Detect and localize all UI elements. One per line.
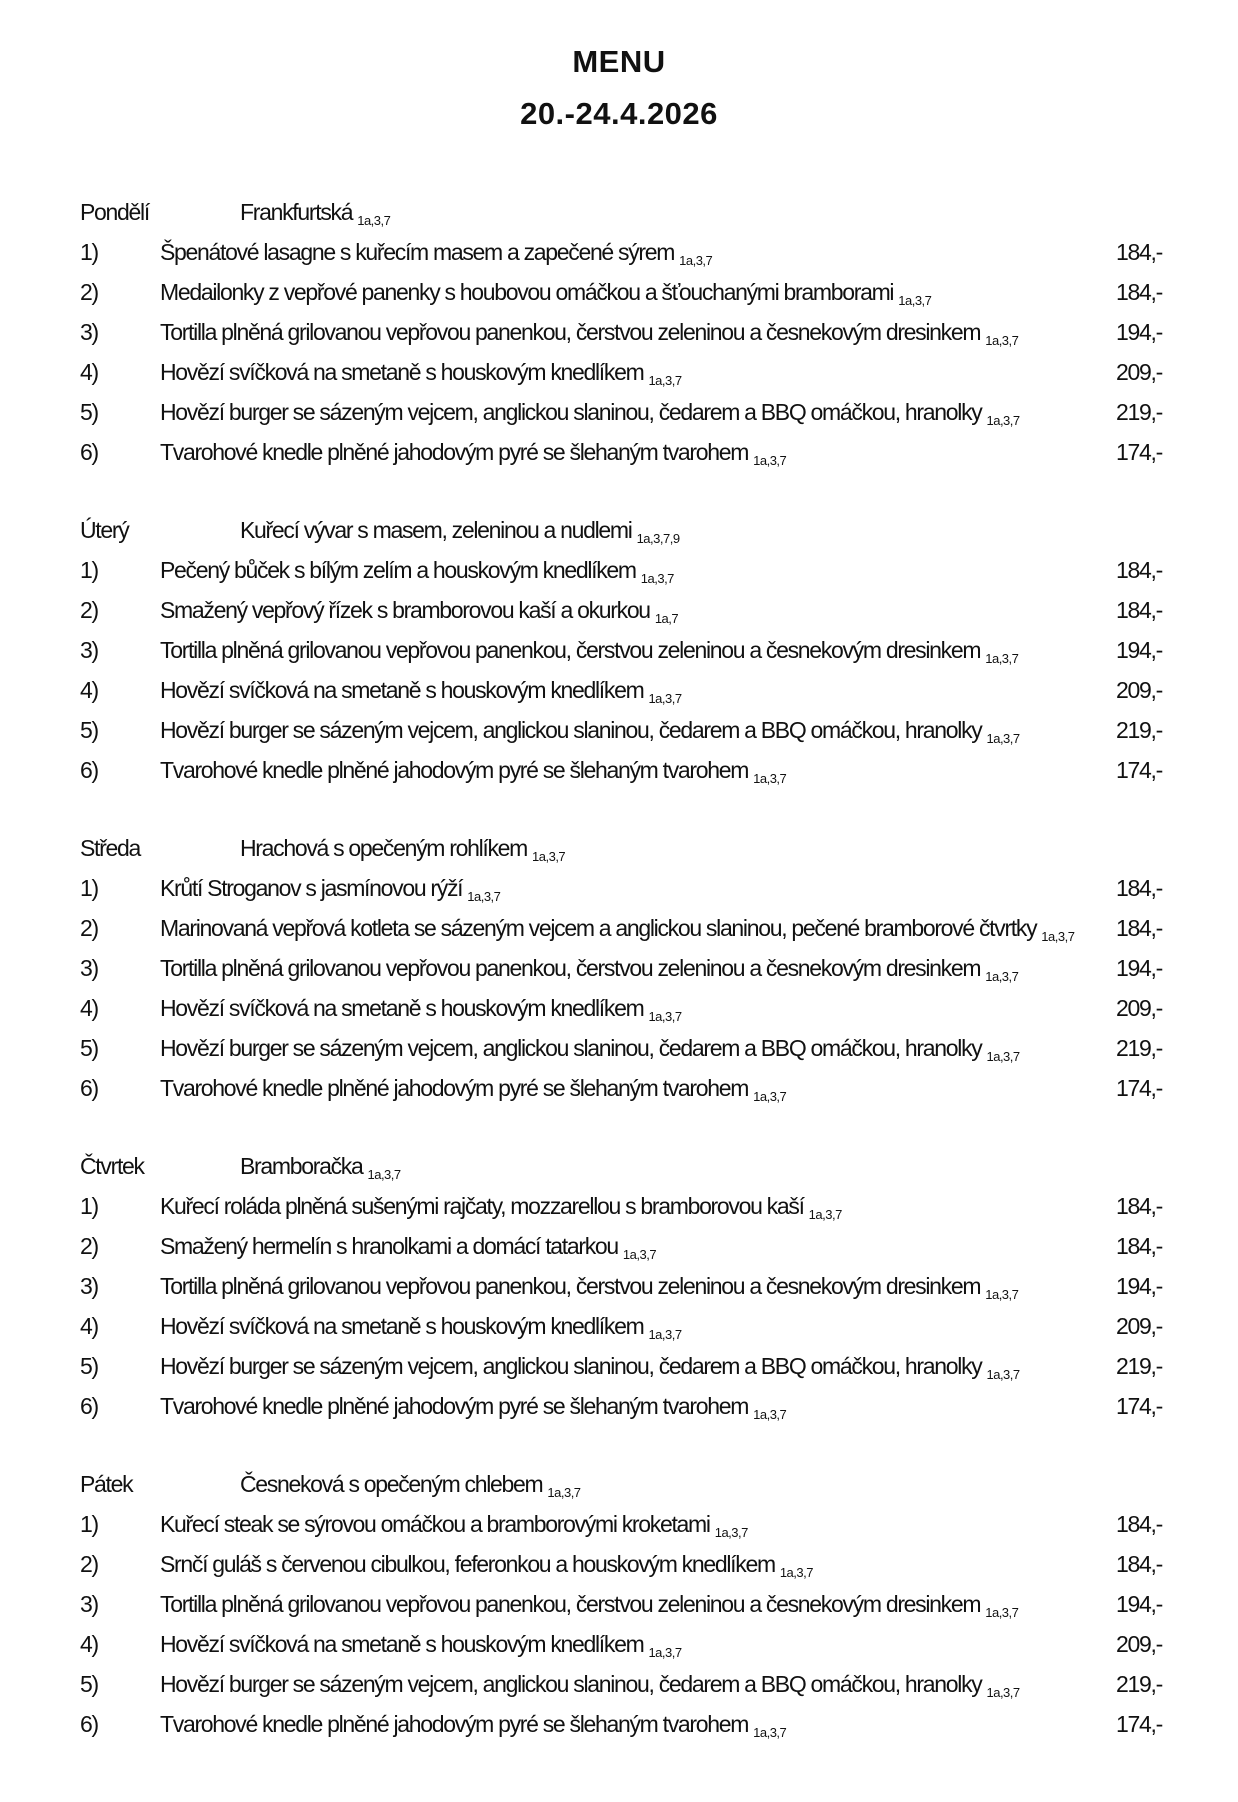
menu-item — [0, 1306, 1238, 1346]
day-header — [0, 1464, 1238, 1504]
menu-item — [0, 272, 1238, 312]
dish-price: 184,- — [1116, 597, 1162, 623]
day-header — [0, 510, 1238, 550]
menu-item — [0, 948, 1238, 988]
dish — [160, 432, 786, 481]
dish-allergens: 1a,3,7 — [808, 1207, 842, 1222]
dish — [160, 1386, 786, 1435]
menu-item — [0, 1704, 1238, 1744]
item-number: 2) — [80, 915, 98, 941]
soup-allergens: 1a,3,7 — [547, 1485, 581, 1500]
menu-item — [0, 1226, 1238, 1266]
soup-name: Bramboračka — [240, 1153, 363, 1179]
day-section — [0, 1464, 1238, 1744]
menu-item — [0, 1386, 1238, 1426]
dish-name: Tortilla plněná grilovanou vepřovou panenkou, čerstvou zeleninou a česnekovým dresinkem — [160, 955, 981, 981]
dish-allergens: 1a,3,7 — [467, 889, 501, 904]
menu-item — [0, 988, 1238, 1028]
dish-allergens: 1a,3,7 — [753, 1407, 787, 1422]
dish-price: 184,- — [1116, 915, 1162, 941]
dish-price: 194,- — [1116, 319, 1162, 345]
item-number: 4) — [80, 677, 98, 703]
dish-allergens: 1a,3,7 — [648, 1327, 682, 1342]
dish-name: Kuřecí steak se sýrovou omáčkou a bramborovými kroketami — [160, 1511, 710, 1537]
dish-name: Hovězí burger se sázeným vejcem, anglickou slaninou, čedarem a BBQ omáčkou, hranolky — [160, 1353, 982, 1379]
dish-price: 174,- — [1116, 1075, 1162, 1101]
day-header — [0, 1146, 1238, 1186]
item-number: 1) — [80, 557, 98, 583]
dish-price: 219,- — [1116, 1035, 1162, 1061]
soup-name: Hrachová s opečeným rohlíkem — [240, 835, 528, 861]
dish-price: 184,- — [1116, 557, 1162, 583]
menu-item — [0, 1664, 1238, 1704]
day-section — [0, 510, 1238, 790]
dish-name: Tvarohové knedle plněné jahodovým pyré se šlehaným tvarohem — [160, 757, 749, 783]
soup-name: Česneková s opečeným chlebem — [240, 1471, 543, 1497]
dish-name: Hovězí burger se sázeným vejcem, anglickou slaninou, čedarem a BBQ omáčkou, hranolky — [160, 717, 982, 743]
dish-name: Tortilla plněná grilovanou vepřovou panenkou, čerstvou zeleninou a česnekovým dresinkem — [160, 637, 981, 663]
item-number: 6) — [80, 1711, 98, 1737]
dish-allergens: 1a,3,7 — [679, 253, 713, 268]
item-number: 4) — [80, 1631, 98, 1657]
item-number: 3) — [80, 1591, 98, 1617]
dish-name: Hovězí svíčková na smetaně s houskovým knedlíkem — [160, 359, 644, 385]
dish-price: 184,- — [1116, 279, 1162, 305]
dish-price: 219,- — [1116, 717, 1162, 743]
menu-item — [0, 868, 1238, 908]
menu-item — [0, 670, 1238, 710]
dish-allergens: 1a,3,7 — [985, 333, 1019, 348]
dish-allergens: 1a,3,7 — [648, 1009, 682, 1024]
menu-item — [0, 1544, 1238, 1584]
dish-price: 184,- — [1116, 1511, 1162, 1537]
dish-name: Hovězí svíčková na smetaně s houskovým knedlíkem — [160, 1313, 644, 1339]
dish-allergens: 1a,3,7 — [898, 293, 932, 308]
menu-item — [0, 352, 1238, 392]
dish-allergens: 1a,3,7 — [986, 1049, 1020, 1064]
item-number: 2) — [80, 1551, 98, 1577]
dish-name: Pečený bůček s bílým zelím a houskovým knedlíkem — [160, 557, 636, 583]
dish-price: 194,- — [1116, 1273, 1162, 1299]
item-number: 5) — [80, 1671, 98, 1697]
soup-name: Kuřecí vývar s masem, zeleninou a nudlemi — [240, 517, 632, 543]
day-name: Pátek — [80, 1471, 133, 1497]
dish-allergens: 1a,3,7 — [648, 691, 682, 706]
menu-item — [0, 1266, 1238, 1306]
menu-date-range: 20.-24.4.2026 — [520, 96, 718, 131]
day-header — [0, 192, 1238, 232]
item-number: 3) — [80, 637, 98, 663]
dish-price: 174,- — [1116, 1711, 1162, 1737]
dish-allergens: 1a,3,7 — [779, 1565, 813, 1580]
dish-name: Marinovaná vepřová kotleta se sázeným vejcem a anglickou slaninou, pečené bramborové čtvrtky — [160, 915, 1037, 941]
dish-price: 174,- — [1116, 757, 1162, 783]
menu-item — [0, 750, 1238, 790]
item-number: 6) — [80, 1393, 98, 1419]
dish-name: Hovězí burger se sázeným vejcem, anglickou slaninou, čedarem a BBQ omáčkou, hranolky — [160, 1035, 982, 1061]
dish-allergens: 1a,3,7 — [622, 1247, 657, 1262]
dish-price: 194,- — [1116, 637, 1162, 663]
soup-allergens: 1a,3,7 — [532, 849, 566, 864]
dish-name: Srnčí guláš s červenou cibulkou, feferonkou a houskovým knedlíkem — [160, 1551, 775, 1577]
dish-price: 219,- — [1116, 399, 1162, 425]
item-number: 4) — [80, 1313, 98, 1339]
dish-allergens: 1a,3,7 — [753, 1725, 787, 1740]
dish-name: Hovězí svíčková na smetaně s houskovým knedlíkem — [160, 677, 644, 703]
dish-price: 209,- — [1116, 359, 1162, 385]
dish-price: 209,- — [1116, 995, 1162, 1021]
item-number: 4) — [80, 359, 98, 385]
dish — [160, 1068, 786, 1117]
dish-price: 184,- — [1116, 1193, 1162, 1219]
day-section — [0, 828, 1238, 1108]
item-number: 3) — [80, 955, 98, 981]
dish-price: 184,- — [1116, 875, 1162, 901]
dish-allergens: 1a,3,7 — [985, 1287, 1019, 1302]
menu-item — [0, 1504, 1238, 1544]
dish-allergens: 1a,3,7 — [986, 413, 1020, 428]
dish-price: 184,- — [1116, 1551, 1162, 1577]
menu-title: MENU — [572, 44, 666, 79]
dish-allergens: 1a,3,7 — [753, 771, 787, 786]
dish-name: Tortilla plněná grilovanou vepřovou panenkou, čerstvou zeleninou a česnekovým dresinkem — [160, 1273, 981, 1299]
dish-allergens: 1a,3,7 — [648, 1645, 682, 1660]
item-number: 5) — [80, 717, 98, 743]
menu-item — [0, 1624, 1238, 1664]
dish-name: Krůtí Stroganov s jasmínovou rýží — [160, 875, 463, 901]
dish-price: 209,- — [1116, 677, 1162, 703]
menu-item — [0, 312, 1238, 352]
dish — [160, 1704, 786, 1753]
soup-name: Frankfurtská — [240, 199, 353, 225]
menu-item — [0, 392, 1238, 432]
dish-name: Hovězí svíčková na smetaně s houskovým knedlíkem — [160, 995, 644, 1021]
item-number: 1) — [80, 239, 98, 265]
dish-allergens: 1a,3,7 — [714, 1525, 748, 1540]
dish-allergens: 1a,3,7 — [986, 731, 1020, 746]
dish-name: Tvarohové knedle plněné jahodovým pyré se šlehaným tvarohem — [160, 439, 749, 465]
dish-allergens: 1a,3,7 — [985, 969, 1019, 984]
menu-item — [0, 1186, 1238, 1226]
dish-name: Tvarohové knedle plněné jahodovým pyré se šlehaným tvarohem — [160, 1711, 749, 1737]
menu-item — [0, 1346, 1238, 1386]
item-number: 2) — [80, 279, 98, 305]
dish-name: Kuřecí roláda plněná sušenými rajčaty, mozzarellou s bramborovou kaší — [160, 1193, 804, 1219]
day-name: Čtvrtek — [80, 1153, 144, 1179]
dish-name: Tortilla plněná grilovanou vepřovou panenkou, čerstvou zeleninou a česnekovým dresinkem — [160, 319, 981, 345]
dish-price: 174,- — [1116, 439, 1162, 465]
dish-name: Tortilla plněná grilovanou vepřovou panenkou, čerstvou zeleninou a česnekovým dresinkem — [160, 1591, 981, 1617]
dish-name: Špenátové lasagne s kuřecím masem a zapečené sýrem — [160, 239, 675, 265]
dish-price: 209,- — [1116, 1313, 1162, 1339]
item-number: 3) — [80, 1273, 98, 1299]
dish-price: 209,- — [1116, 1631, 1162, 1657]
dish-price: 219,- — [1116, 1671, 1162, 1697]
menu-item — [0, 1584, 1238, 1624]
dish-price: 184,- — [1116, 239, 1162, 265]
item-number: 6) — [80, 1075, 98, 1101]
menu-item — [0, 550, 1238, 590]
day-section — [0, 1146, 1238, 1426]
dish-name: Hovězí burger se sázeným vejcem, anglickou slaninou, čedarem a BBQ omáčkou, hranolky — [160, 399, 982, 425]
menu-item — [0, 1068, 1238, 1108]
dish-name: Hovězí burger se sázeným vejcem, anglickou slaninou, čedarem a BBQ omáčkou, hranolky — [160, 1671, 982, 1697]
dish — [160, 750, 786, 799]
day-name: Pondělí — [80, 199, 149, 225]
dish-name: Hovězí svíčková na smetaně s houskovým knedlíkem — [160, 1631, 644, 1657]
menu-item — [0, 908, 1238, 948]
dish-allergens: 1a,3,7 — [985, 1605, 1019, 1620]
menu-item — [0, 630, 1238, 670]
dish-price: 194,- — [1116, 1591, 1162, 1617]
dish-price: 194,- — [1116, 955, 1162, 981]
item-number: 5) — [80, 1353, 98, 1379]
soup-allergens: 1a,3,7,9 — [636, 531, 680, 546]
menu-item — [0, 710, 1238, 750]
dish-allergens: 1a,3,7 — [986, 1685, 1020, 1700]
dish-allergens: 1a,3,7 — [1041, 929, 1075, 944]
menu-item — [0, 1028, 1238, 1068]
menu-item — [0, 432, 1238, 472]
soup-allergens: 1a,3,7 — [357, 213, 391, 228]
item-number: 6) — [80, 757, 98, 783]
item-number: 4) — [80, 995, 98, 1021]
item-number: 6) — [80, 439, 98, 465]
dish-allergens: 1a,3,7 — [753, 1089, 787, 1104]
dish-price: 219,- — [1116, 1353, 1162, 1379]
menu-item — [0, 232, 1238, 272]
dish-allergens: 1a,3,7 — [986, 1367, 1020, 1382]
item-number: 2) — [80, 1233, 98, 1259]
dish-allergens: 1a,3,7 — [640, 571, 674, 586]
day-header — [0, 828, 1238, 868]
dish-price: 184,- — [1116, 1233, 1162, 1259]
dish-name: Smažený vepřový řízek s bramborovou kaší a okurkou — [160, 597, 650, 623]
day-name: Úterý — [80, 517, 129, 543]
menu-item — [0, 590, 1238, 630]
dish-name: Smažený hermelín s hranolkami a domácí tatarkou — [160, 1233, 618, 1259]
dish-allergens: 1a,3,7 — [985, 651, 1019, 666]
item-number: 1) — [80, 1193, 98, 1219]
dish-allergens: 1a,3,7 — [753, 453, 787, 468]
item-number: 2) — [80, 597, 98, 623]
item-number: 1) — [80, 1511, 98, 1537]
dish-price: 174,- — [1116, 1393, 1162, 1419]
dish-name: Tvarohové knedle plněné jahodovým pyré se šlehaným tvarohem — [160, 1075, 749, 1101]
item-number: 5) — [80, 399, 98, 425]
item-number: 5) — [80, 1035, 98, 1061]
dish-name: Medailonky z vepřové panenky s houbovou omáčkou a šťouchanými bramborami — [160, 279, 894, 305]
dish-allergens: 1a,7 — [654, 611, 679, 626]
dish-allergens: 1a,3,7 — [648, 373, 682, 388]
soup-allergens: 1a,3,7 — [367, 1167, 401, 1182]
item-number: 3) — [80, 319, 98, 345]
day-section — [0, 192, 1238, 472]
item-number: 1) — [80, 875, 98, 901]
day-name: Středa — [80, 835, 140, 861]
dish-name: Tvarohové knedle plněné jahodovým pyré se šlehaným tvarohem — [160, 1393, 749, 1419]
